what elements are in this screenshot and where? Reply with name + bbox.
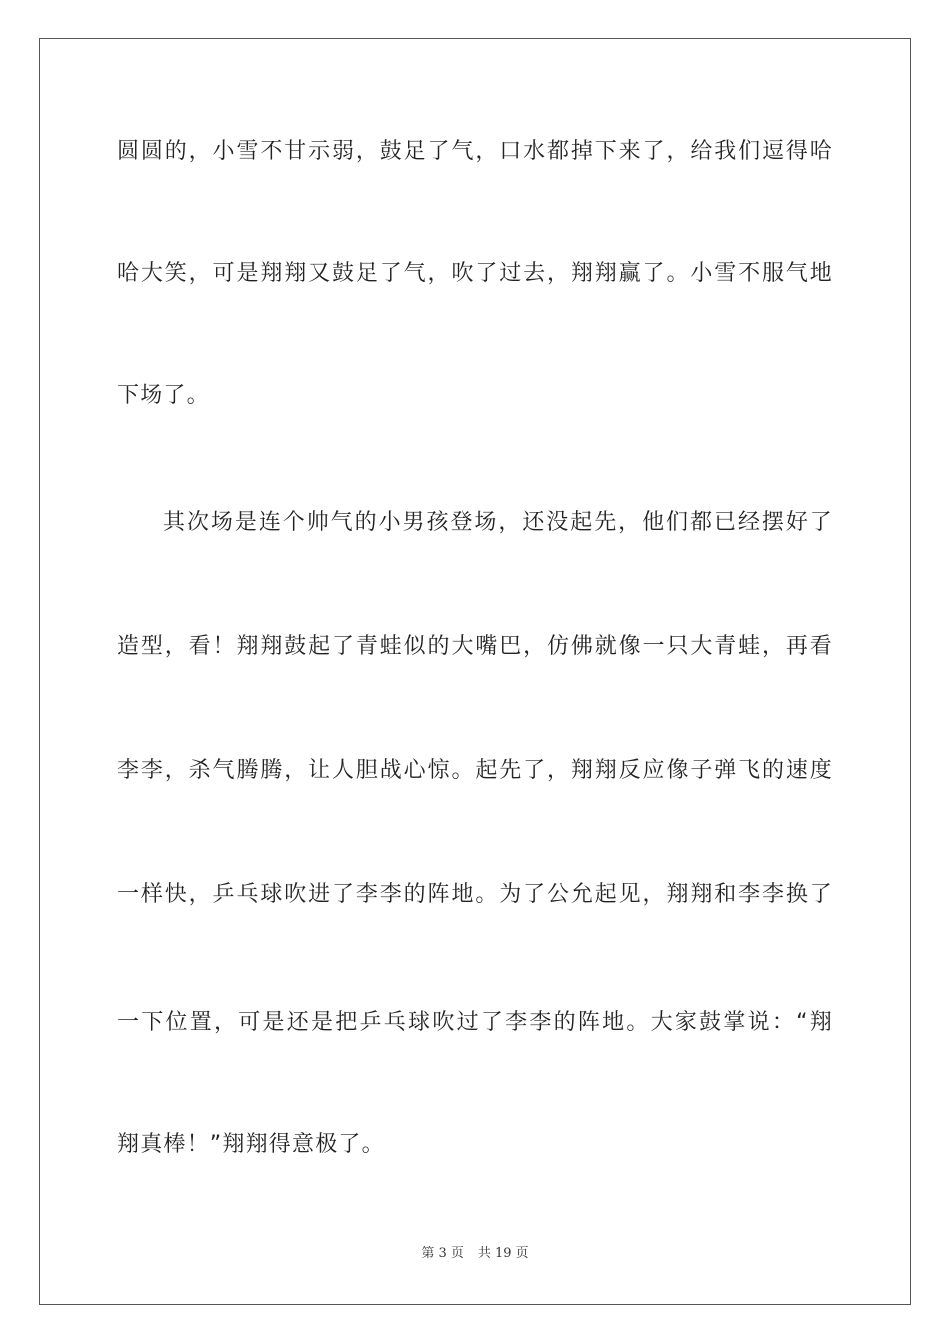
- text-line-4: 其次场是连个帅气的小男孩登场，还没起先，他们都已经摆好了: [163, 510, 833, 535]
- text-line-6: 李李，杀气腾腾，让人胆战心惊。起先了，翔翔反应像子弹飞的速度: [117, 758, 833, 783]
- page-footer: [0, 1245, 950, 1263]
- page-border: [39, 38, 911, 1305]
- text-line-7: 一样快，乒乓球吹进了李李的阵地。为了公允起见，翔翔和李李换了: [117, 882, 833, 907]
- text-line-3: 下场了。: [117, 383, 210, 408]
- text-line-8: 一下位置，可是还是把乒乓球吹过了李李的阵地。大家鼓掌说：“翔: [117, 1010, 833, 1035]
- text-line-2: 哈大笑，可是翔翔又鼓足了气，吹了过去，翔翔赢了。小雪不服气地: [117, 261, 833, 286]
- text-line-1: 圆圆的，小雪不甘示弱，鼓足了气，口水都掉下来了，给我们逗得哈: [117, 139, 833, 164]
- text-line-5: 造型，看！翔翔鼓起了青蛙似的大嘴巴，仿佛就像一只大青蛙，再看: [117, 634, 833, 659]
- text-line-9: 翔真棒！”翔翔得意极了。: [117, 1132, 385, 1157]
- total-pages: 共 19 页: [477, 1246, 529, 1261]
- page-number: 第 3 页: [421, 1246, 464, 1261]
